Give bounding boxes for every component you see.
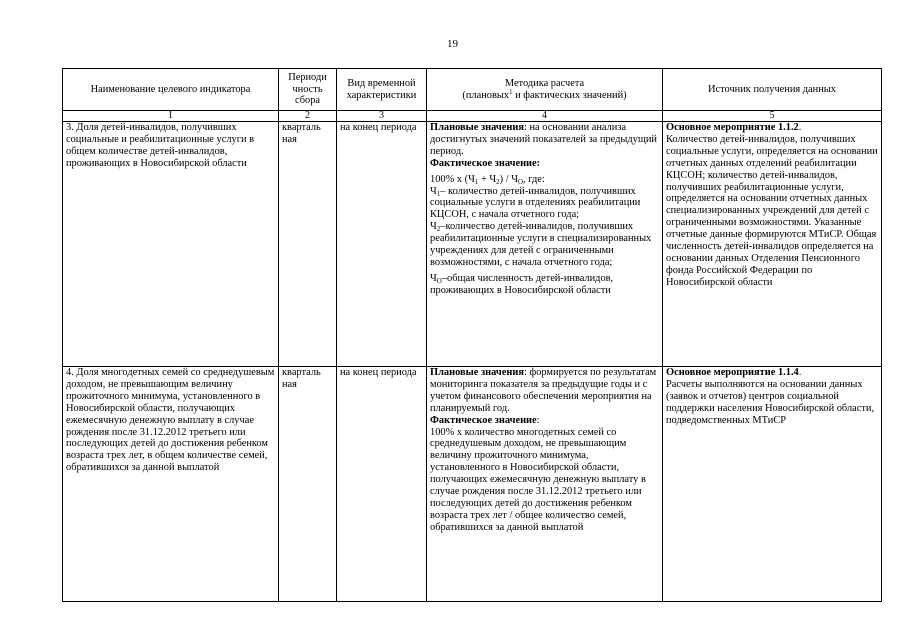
definition-text: – количество детей-инвалидов, получивших социальные услуги в отделениях реабилитации КЦСОН, с начала отчетного года; bbox=[430, 185, 641, 221]
definition-2 bbox=[430, 221, 659, 269]
fact-label: Фактическое значение: bbox=[430, 157, 541, 169]
indicator-source bbox=[663, 122, 882, 367]
column-number: 2 bbox=[279, 111, 337, 122]
formula-part: 100% х (Ч bbox=[430, 173, 475, 185]
definition-symbol: Ч bbox=[430, 221, 437, 233]
indicator-method bbox=[427, 122, 663, 367]
source-label: Основное мероприятие 1.1.4 bbox=[666, 367, 799, 378]
header-indicator-name: Наименование целевого индикатора bbox=[63, 69, 279, 111]
source-text: Расчеты выполняются на основании данных (заявок и отчетов) центров социальной поддержки населения Новосибирской области, подведомственных МТиСР bbox=[666, 378, 875, 426]
formula-part: + Ч bbox=[478, 173, 497, 185]
source-heading bbox=[666, 367, 878, 379]
formula-subscript: О bbox=[517, 177, 524, 186]
header-source: Источник получения данных bbox=[663, 69, 882, 111]
formula bbox=[430, 174, 659, 186]
formula-part: , где: bbox=[523, 173, 545, 185]
source-label: Основное мероприятие 1.1.2 bbox=[666, 122, 799, 133]
header-periodicity: Периоди чность сбора bbox=[279, 69, 337, 111]
plan-text: : формируется по результатам мониторинга показателя за предыдущие годы и с учетом финансового обеспечения мероприятия на планируемый год. bbox=[430, 367, 657, 414]
plan-paragraph bbox=[430, 122, 659, 158]
indicators-table bbox=[62, 68, 882, 602]
indicator-periodicity: кварталь ная bbox=[279, 367, 337, 602]
table-row bbox=[63, 122, 882, 367]
fact-colon: : bbox=[536, 414, 540, 426]
header-method-subtitle bbox=[429, 87, 660, 102]
fact-body: 100% х количество многодетных семей со среднедушевым доходом, не превышающим величину прожиточного минимума, установленного в Новосибирской области, получающих ежемесячную денежную выплату в случае рождения после 31.12.2012 третьего или последующих детей до достижения ребенком возраста трех лет / общее количество семей, обратившихся за данной выплатой bbox=[430, 426, 646, 533]
page-number: 19 bbox=[447, 38, 458, 50]
indicator-method bbox=[427, 367, 663, 602]
formula-subscript: 1 bbox=[474, 177, 479, 186]
source-label-end: . bbox=[798, 367, 802, 378]
definition-symbol: Ч bbox=[430, 185, 437, 197]
indicator-name: 3. Доля детей-инвалидов, получивших социальные и реабилитационные услуги в общем количестве детей-инвалидов, проживающих в Новосибирской области bbox=[63, 122, 279, 367]
fact-label: Фактическое значение bbox=[430, 414, 537, 426]
definition-text: –общая численность детей-инвалидов, проживающих в Новосибирской области bbox=[430, 272, 614, 296]
plan-label: Плановые значения bbox=[430, 367, 524, 378]
definition-subscript: 1 bbox=[436, 189, 441, 198]
column-number: 3 bbox=[337, 111, 427, 122]
formula-part: ) / Ч bbox=[499, 173, 518, 185]
indicator-periodicity: кварталь ная bbox=[279, 122, 337, 367]
plan-label: Плановые значения bbox=[430, 122, 524, 133]
definition-text: –количество детей-инвалидов, получивших реабилитационные услуги в специализированных учреждениях для детей с ограниченными возможностями, с начала отчетного года; bbox=[430, 221, 652, 268]
header-time-type: Вид временной характеристики bbox=[337, 69, 427, 111]
header-method-sub-a: (плановых bbox=[462, 89, 510, 101]
formula-subscript: 2 bbox=[496, 177, 500, 186]
column-number: 4 bbox=[427, 111, 663, 122]
header-method-title: Методика расчета bbox=[504, 77, 585, 89]
source-text: Количество детей-инвалидов, получивших социальные услуги, определяется на основании отчетных данных отделений реабилитации КЦСОН; количество детей-инвалидов, получивших реабилитационные услуги, определяется на основании отчетных данных специализированных учреждений для детей с ограниченными возможностями. Указанные отчетные данные формируются МТиСР. Общая численность детей-инвалидов определяется на основании данных Отделения Пенсионного фонда Российской Федерации по Новосибирской области bbox=[666, 133, 878, 288]
definition-3 bbox=[430, 273, 659, 297]
indicator-source bbox=[663, 367, 882, 602]
definition-subscript: 2 bbox=[436, 225, 441, 234]
definition-subscript: О bbox=[436, 276, 442, 285]
table-row bbox=[63, 367, 882, 602]
indicator-time-type: на конец периода bbox=[337, 122, 427, 367]
column-number: 5 bbox=[663, 111, 882, 122]
header-method bbox=[427, 69, 663, 111]
column-number-row bbox=[63, 111, 882, 122]
source-heading bbox=[666, 122, 878, 134]
source-label-end: . bbox=[798, 122, 802, 133]
indicator-name: 4. Доля многодетных семей со среднедушевым доходом, не превышающим величину прожиточного минимума, установленного в Новосибирской области, получающих ежемесячную денежную выплату в случае рождения после 31.12.2012 третьего или последующих детей до достижения ребенком возраста трех лет, в общем количестве семей, обратившихся за данной выплатой bbox=[63, 367, 279, 602]
footnote-mark: 1 bbox=[509, 87, 513, 96]
fact-paragraph bbox=[430, 415, 659, 427]
definition-symbol: Ч bbox=[430, 272, 437, 284]
definition-1 bbox=[430, 186, 659, 222]
header-method-sub-b: и фактических значений) bbox=[512, 89, 627, 101]
column-number: 1 bbox=[63, 111, 279, 122]
plan-paragraph bbox=[430, 367, 659, 415]
indicator-time-type: на конец периода bbox=[337, 367, 427, 602]
plan-text: : на основании анализа достигнутых значений показателей за предыдущий период. bbox=[430, 122, 657, 157]
table-header-row bbox=[63, 69, 882, 111]
